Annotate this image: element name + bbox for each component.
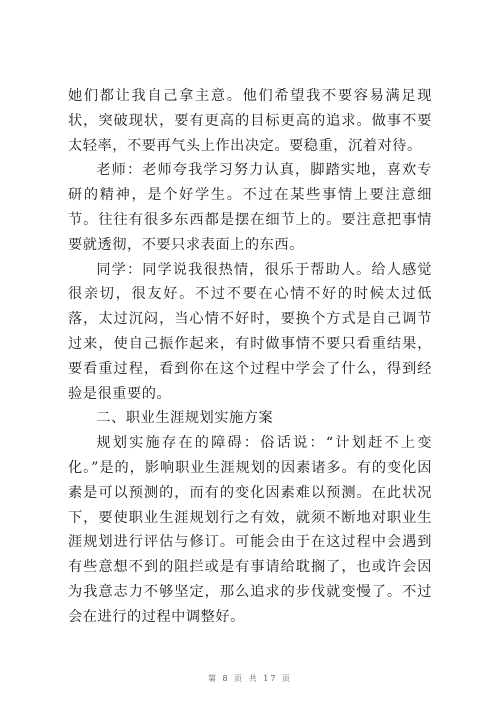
page-number-footer: 第 8 页 共 17 页: [208, 674, 292, 683]
paragraph-teacher-feedback: 老师：老师夸我学习努力认真，脚踏实地，喜欢专研的精神，是个好学生。不过在某些事情上要注意细节。往往有很多东西都是摆在细节上的。要注意把事情要就透彻，不要只求表面上的东西。: [68, 162, 432, 253]
paragraph-implementation-obstacles: 规划实施存在的障碍：俗话说：“计划赶不上变化。”是的，影响职业生涯规划的因素诸多。有的变化因素是可以预测的，而有的变化因素难以预测。在此状况下，要使职业生涯规划行之有效，就须不断地对职业生涯规划进行评估与修订。可能会由于在这过程中会遇到有些意想不到的阻拦或是有事请给耽搁了，也或许会因为我意志力不够坚定，那么追求的步伐就变慢了。不过会在进行的过程中调整好。: [68, 435, 432, 625]
paragraph-classmate-feedback: 同学：同学说我很热情，很乐于帮助人。给人感觉很亲切，很友好。不过不要在心情不好的时候太过低落，太过沉闷，当心情不好时，要换个方式是自己调节过来，使自己振作起来，有时做事情不要只看重结果，要看重过程，看到你在这个过程中学会了什么，得到经验是很重要的。: [68, 261, 432, 402]
document-body: [68, 84, 432, 630]
section-heading: 二、职业生涯规划实施方案: [96, 410, 274, 427]
paragraph-family-advice: 她们都让我自己拿主意。他们希望我不要容易满足现状，突破现状，要有更高的目标更高的追求。做事不要太轻率，不要再气头上作出决定。要稳重，沉着对待。: [68, 88, 432, 154]
